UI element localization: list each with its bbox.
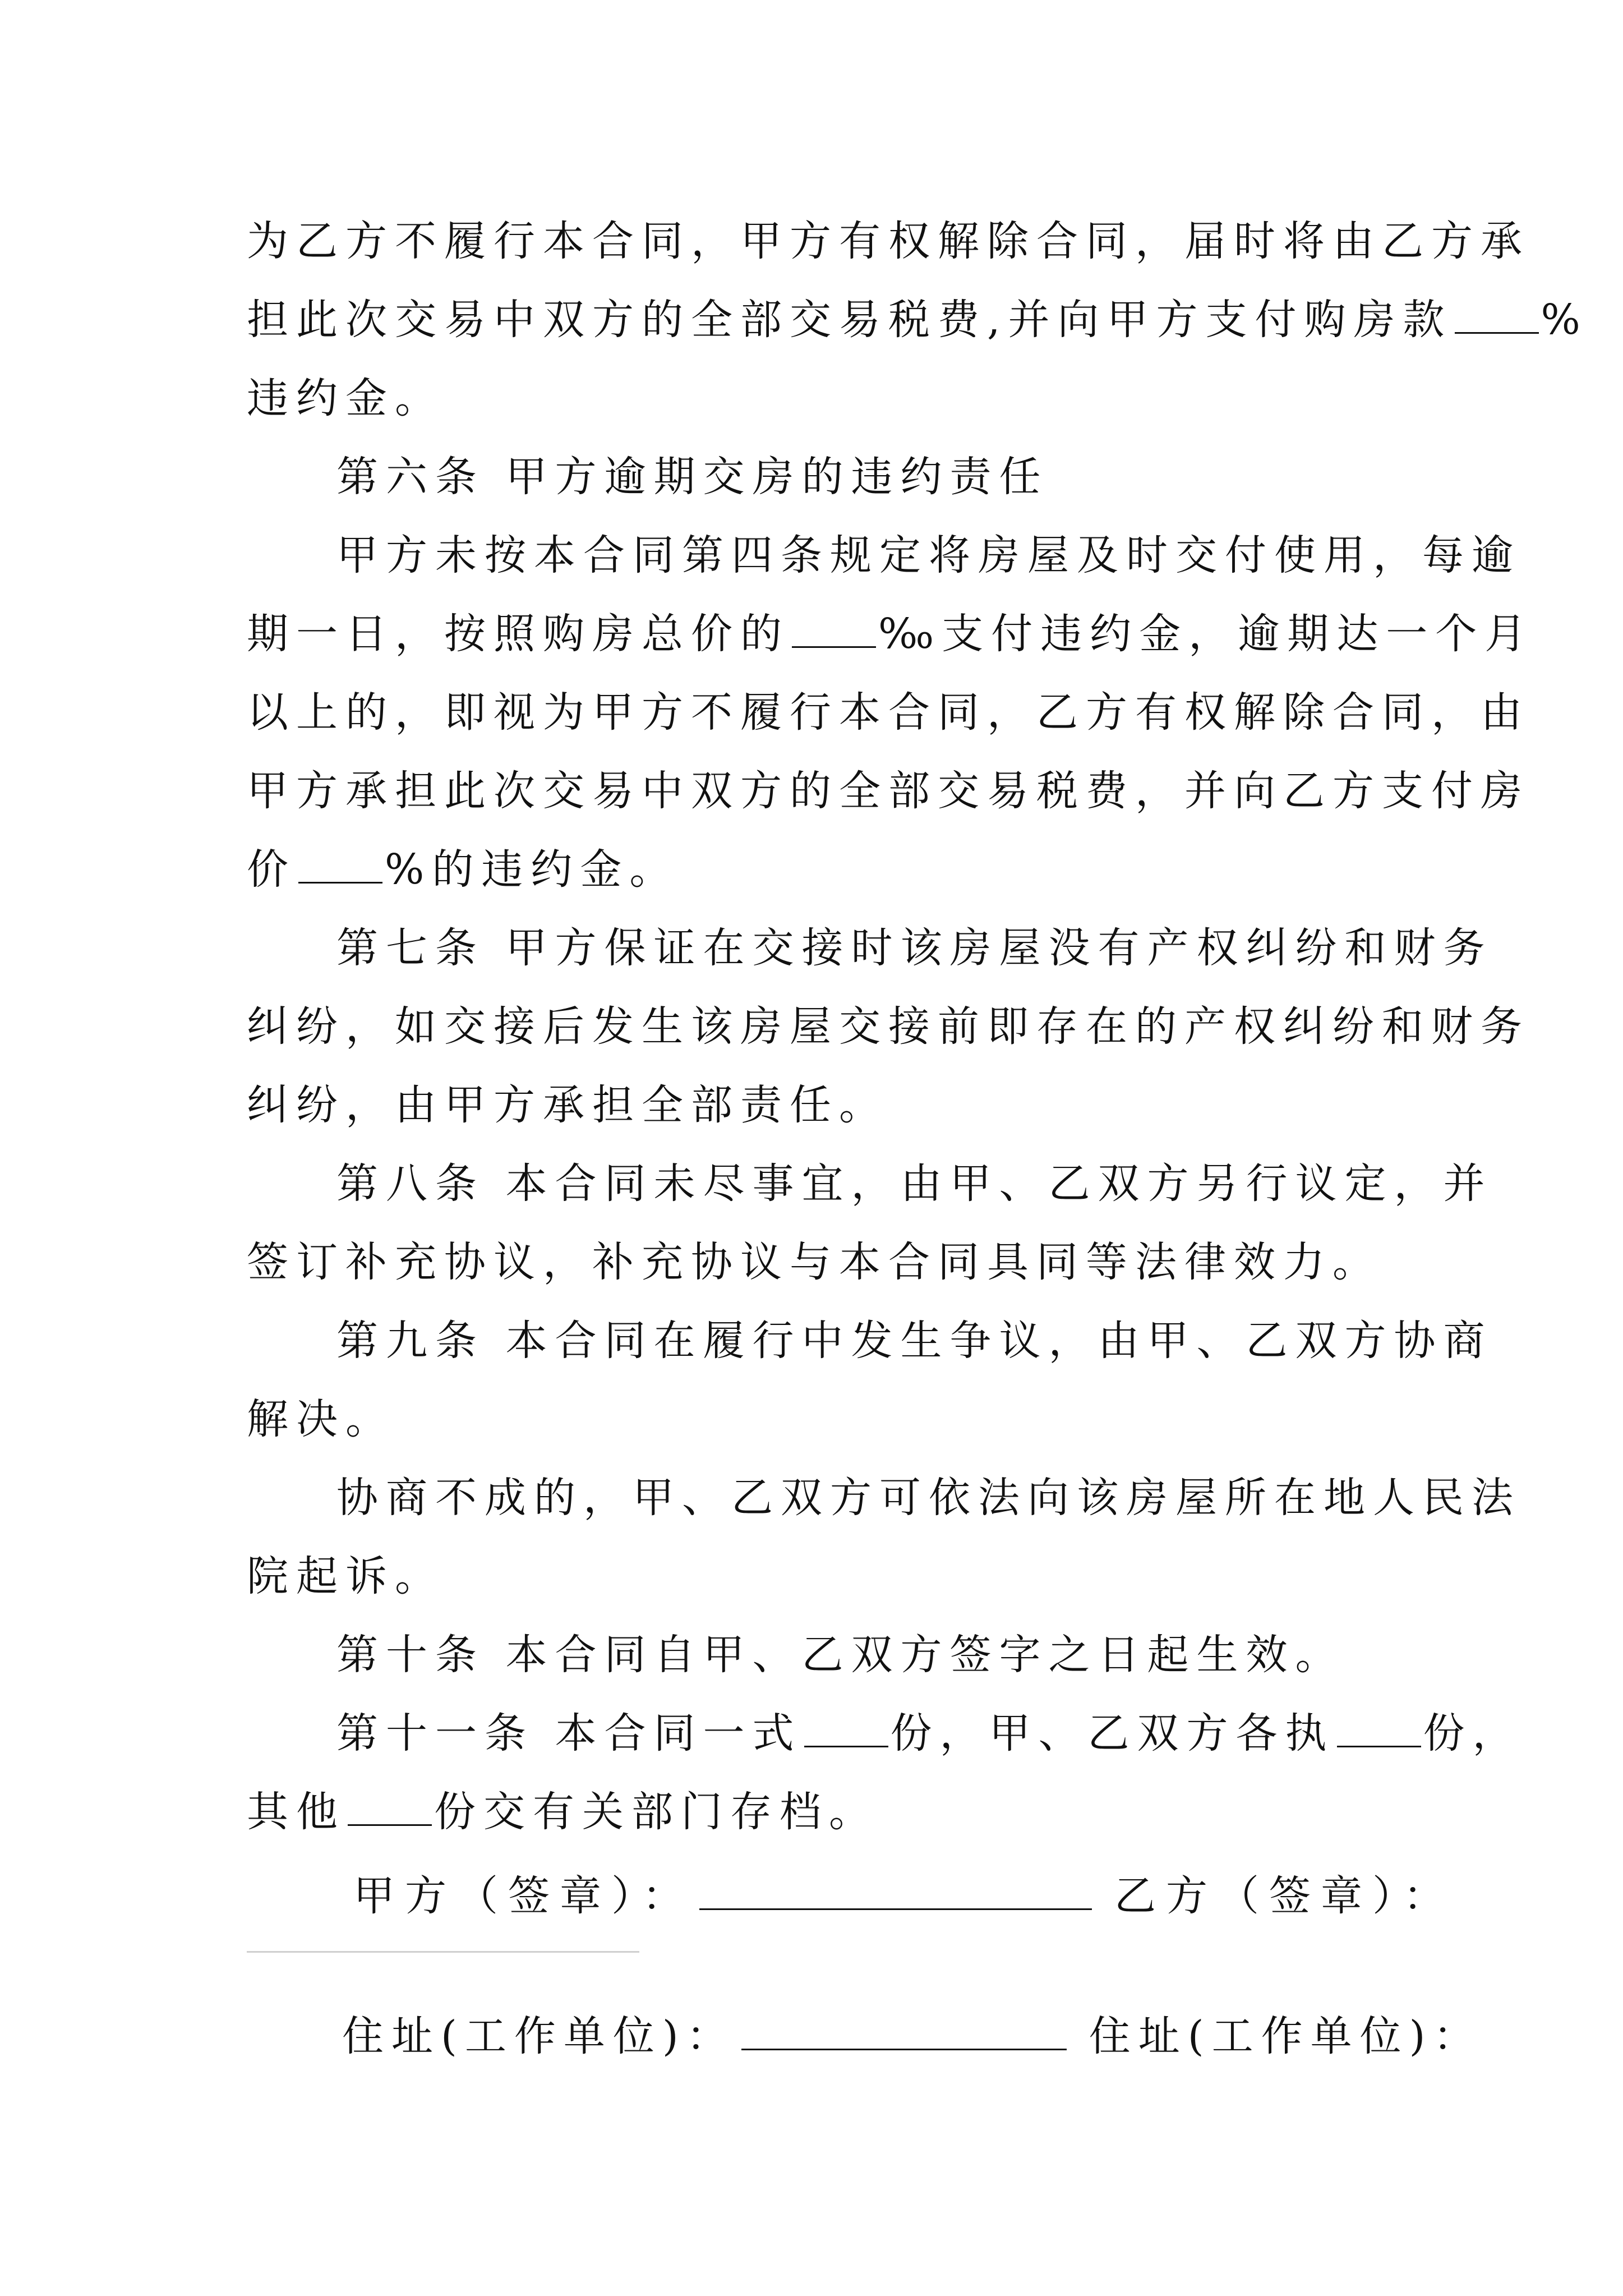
text-segment: 份交有关部门存档。 <box>434 1788 878 1836</box>
paragraph-line: 协商不成的，甲、乙双方可依法向该房屋所在地人民法 <box>336 1474 1521 1522</box>
party-a-signature-field <box>699 1875 1092 1910</box>
article-8: 第八条 本合同未尽事宜，由甲、乙双方另行议定，并 <box>336 1159 1493 1208</box>
text-segment: 份，甲、乙双方各执 <box>890 1709 1335 1757</box>
article-10: 第十条 本合同自甲、乙双方签字之日起生效。 <box>336 1631 1345 1679</box>
signature-row <box>353 1857 1455 1935</box>
paragraph-line: 纠纷，如交接后发生该房屋交接前即存在的产权纠纷和财务 <box>247 1002 1530 1051</box>
fill-blank <box>298 848 382 884</box>
fill-blank <box>348 1791 432 1826</box>
party-b-signature-field <box>247 1951 639 1953</box>
paragraph-line: 签订补充协议，补充协议与本合同具同等法律效力。 <box>247 1238 1382 1286</box>
paragraph-line: 以上的，即视为甲方不履行本合同，乙方有权解除合同，由 <box>247 688 1530 737</box>
article-7: 第七条 甲方保证在交接时该房屋没有产权纠纷和财务 <box>336 924 1493 972</box>
fill-blank <box>792 613 876 648</box>
text-segment: 期一日，按照购房总价的 <box>247 610 790 658</box>
paragraph-line: 甲方承担此次交易中双方的全部交易税费，并向乙方支付房 <box>247 767 1530 815</box>
paragraph-line <box>247 280 1588 359</box>
paragraph-line <box>247 830 679 909</box>
paragraph-line: 违约金。 <box>247 374 444 422</box>
paragraph-line <box>247 1773 878 1851</box>
text-segment: %的违约金。 <box>385 845 679 894</box>
party-a-address-label: 住址(工作单位)： <box>342 2012 736 2060</box>
article-9: 第九条 本合同在履行中发生争议，由甲、乙双方协商 <box>336 1317 1493 1365</box>
address-row <box>342 1997 1483 2076</box>
party-a-signature-label: 甲方（签章）： <box>353 1872 694 1920</box>
party-b-address-label: 住址(工作单位)： <box>1089 2012 1483 2060</box>
party-b-signature-label: 乙方（签章）： <box>1114 1872 1455 1920</box>
text-segment: 份， <box>1423 1709 1522 1757</box>
text-segment: 第十一条 本合同一式 <box>336 1709 802 1757</box>
paragraph-line <box>247 595 1534 673</box>
paragraph-line: 院起诉。 <box>247 1552 444 1600</box>
text-segment: % <box>1541 296 1588 344</box>
text-segment: 其他 <box>247 1788 345 1836</box>
text-segment: ‰支付违约金，逾期达一个月 <box>878 610 1534 658</box>
paragraph-line: 纠纷，由甲方承担全部责任。 <box>247 1081 888 1129</box>
text-segment: 担此次交易中双方的全部交易税费,并向甲方支付购房款 <box>247 296 1453 344</box>
party-a-address-field <box>741 2015 1067 2050</box>
fill-blank <box>1337 1712 1421 1747</box>
fill-blank <box>1455 298 1539 334</box>
article-11 <box>336 1694 1522 1773</box>
text-segment: 价 <box>247 845 296 894</box>
paragraph-line: 解决。 <box>247 1395 395 1443</box>
article-6-title: 第六条 甲方逾期交房的违约责任 <box>336 453 1049 501</box>
paragraph-line: 为乙方不履行本合同，甲方有权解除合同，届时将由乙方承 <box>247 217 1530 265</box>
paragraph-line: 甲方未按本合同第四条规定将房屋及时交付使用，每逾 <box>336 531 1521 579</box>
fill-blank <box>804 1712 888 1747</box>
